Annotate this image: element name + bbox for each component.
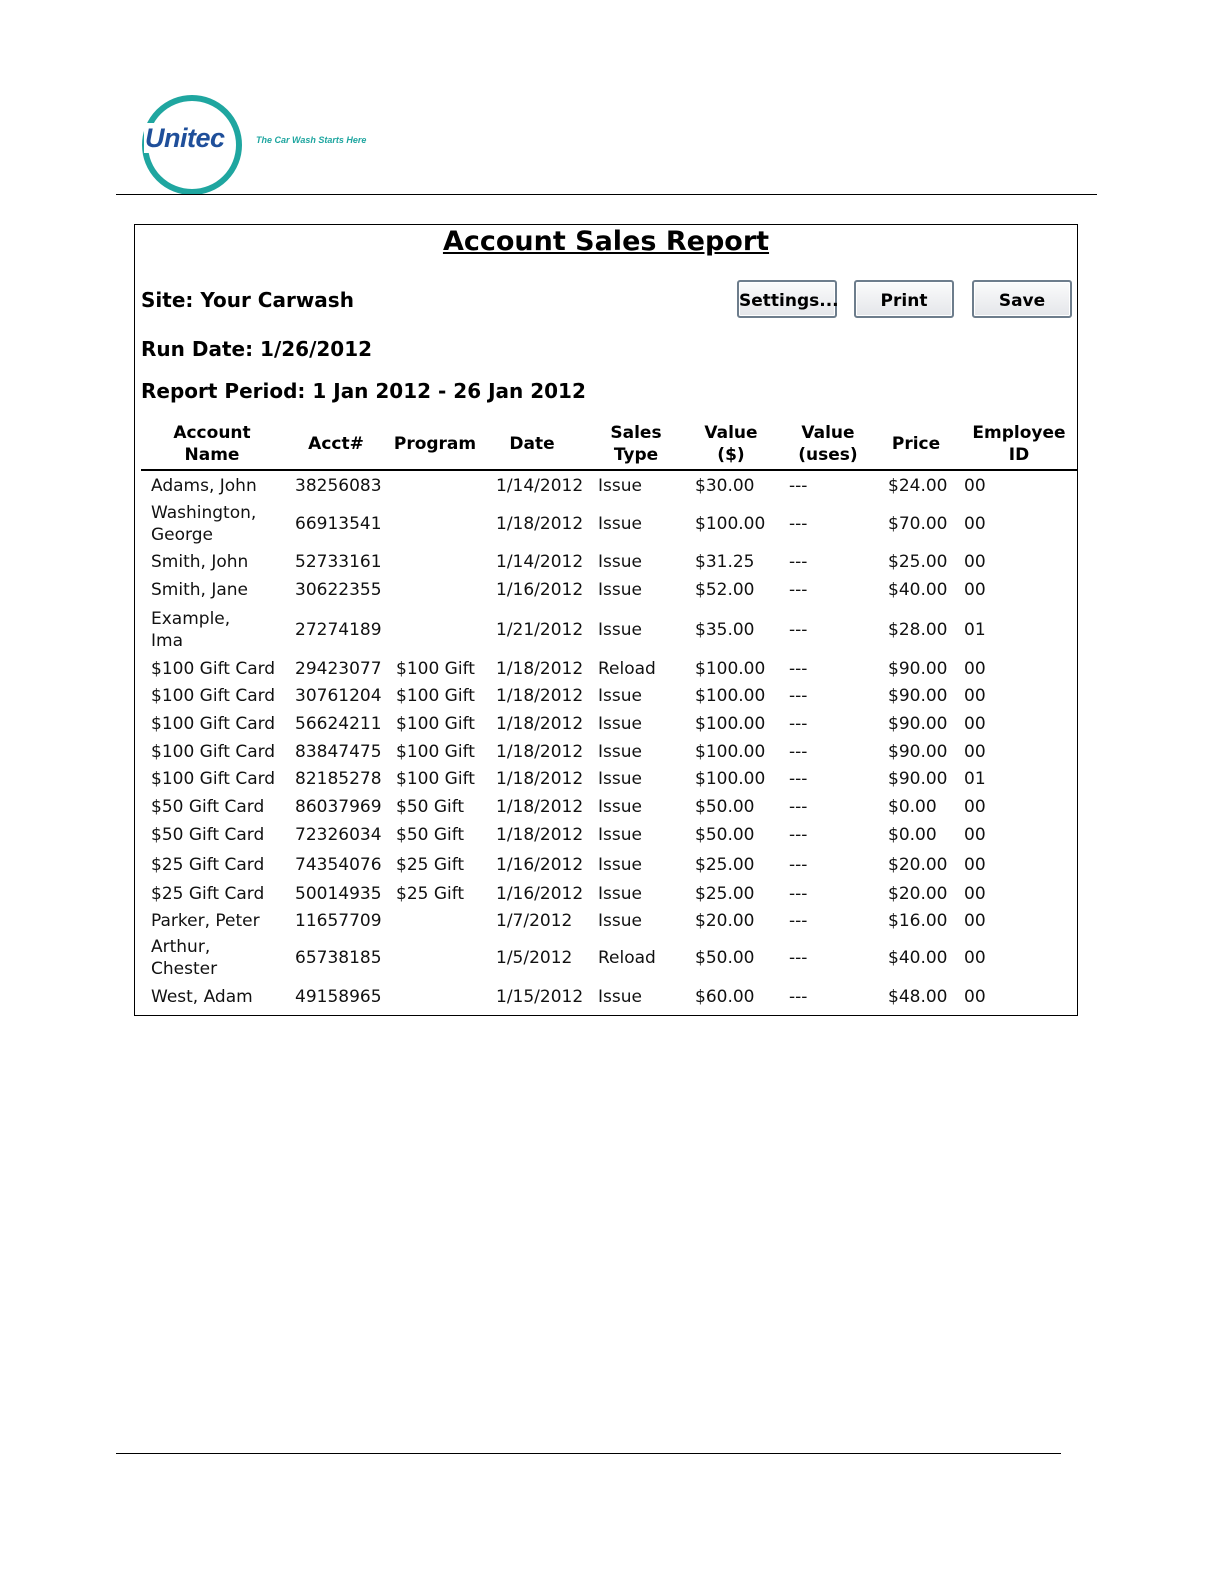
cell-employee-id: 00 xyxy=(964,742,986,762)
cell-sales-type: Issue xyxy=(598,580,642,600)
cell-date: 1/16/2012 xyxy=(496,580,584,600)
cell-price: $90.00 xyxy=(888,742,948,762)
cell-program xyxy=(396,933,492,983)
cell-date: 1/16/2012 xyxy=(496,855,584,875)
table-row[interactable] xyxy=(141,740,1077,764)
cell-price: $40.00 xyxy=(888,580,948,600)
cell-employee-id: 00 xyxy=(964,476,986,496)
cell-sales-type: Issue xyxy=(598,686,642,706)
cell-price: $24.00 xyxy=(888,476,948,496)
cell-program xyxy=(396,985,492,1009)
logo-wordmark: Unitec xyxy=(145,123,225,153)
cell-acct: 83847475 xyxy=(295,742,382,762)
cell-value-dollars: $30.00 xyxy=(695,476,755,496)
table-row[interactable] xyxy=(141,823,1077,847)
cell-acct: 82185278 xyxy=(295,769,382,789)
cell-employee-id: 00 xyxy=(964,825,986,845)
table-row[interactable] xyxy=(141,909,1077,933)
cell-value-uses: --- xyxy=(789,686,808,706)
table-row[interactable] xyxy=(141,712,1077,736)
cell-sales-type: Issue xyxy=(598,620,642,640)
column-header-price: Price xyxy=(891,434,941,454)
cell-name: $50 Gift Card xyxy=(151,797,265,817)
cell-date: 1/15/2012 xyxy=(496,987,584,1007)
cell-value-uses: --- xyxy=(789,714,808,734)
table-row[interactable] xyxy=(141,499,1077,549)
cell-employee-id: 00 xyxy=(964,659,986,679)
cell-name: Smith, John xyxy=(151,552,249,572)
cell-program xyxy=(396,909,492,933)
cell-employee-id: 00 xyxy=(964,987,986,1007)
cell-date: 1/14/2012 xyxy=(496,552,584,572)
cell-value-dollars: $52.00 xyxy=(695,580,755,600)
cell-value-dollars: $25.00 xyxy=(695,884,755,904)
cell-price: $90.00 xyxy=(888,686,948,706)
cell-sales-type: Reload xyxy=(598,659,656,679)
cell-acct: 86037969 xyxy=(295,797,382,817)
cell-name: $100 Gift Card xyxy=(151,742,276,762)
cell-program: $100 Gift xyxy=(396,742,475,762)
cell-program xyxy=(396,551,492,573)
cell-program: $25 Gift xyxy=(396,884,465,904)
cell-employee-id: 00 xyxy=(964,948,986,968)
table-row[interactable] xyxy=(141,657,1077,681)
cell-price: $90.00 xyxy=(888,714,948,734)
cell-value-dollars: $31.25 xyxy=(695,552,755,572)
cell-name: Arthur, Chester xyxy=(151,937,218,979)
cell-program xyxy=(396,579,492,601)
report-period-label: Report Period: 1 Jan 2012 - 26 Jan 2012 xyxy=(141,379,586,403)
cell-name: Example, Ima xyxy=(151,609,231,651)
table-row[interactable] xyxy=(141,985,1077,1009)
cell-employee-id: 00 xyxy=(964,552,986,572)
cell-sales-type: Reload xyxy=(598,948,656,968)
cell-employee-id: 00 xyxy=(964,686,986,706)
cell-price: $90.00 xyxy=(888,659,948,679)
cell-date: 1/18/2012 xyxy=(496,769,584,789)
table-row[interactable] xyxy=(141,473,1077,499)
cell-sales-type: Issue xyxy=(598,769,642,789)
cell-value-uses: --- xyxy=(789,659,808,679)
cell-date: 1/18/2012 xyxy=(496,825,584,845)
cell-sales-type: Issue xyxy=(598,476,642,496)
cell-value-uses: --- xyxy=(789,825,808,845)
cell-acct: 27274189 xyxy=(295,620,382,640)
run-date-label: Run Date: 1/26/2012 xyxy=(141,337,373,361)
cell-sales-type: Issue xyxy=(598,987,642,1007)
cell-program xyxy=(396,605,492,655)
table-row[interactable] xyxy=(141,767,1077,791)
cell-price: $25.00 xyxy=(888,552,948,572)
report-title: Account Sales Report xyxy=(442,226,770,257)
settings-button[interactable]: Settings... xyxy=(737,280,837,318)
column-header-program: Program xyxy=(393,434,477,454)
cell-value-uses: --- xyxy=(789,769,808,789)
cell-name: Adams, John xyxy=(151,476,257,496)
cell-acct: 72326034 xyxy=(295,825,382,845)
cell-name: $100 Gift Card xyxy=(151,769,276,789)
cell-program: $50 Gift xyxy=(396,797,465,817)
cell-date: 1/18/2012 xyxy=(496,742,584,762)
cell-program: $100 Gift xyxy=(396,686,475,706)
cell-name: Parker, Peter xyxy=(151,911,260,931)
print-button[interactable]: Print xyxy=(854,280,954,318)
column-header-date: Date xyxy=(509,434,555,454)
table-row[interactable] xyxy=(141,551,1077,573)
cell-date: 1/18/2012 xyxy=(496,514,584,534)
table-row[interactable] xyxy=(141,579,1077,601)
cell-acct: 30622355 xyxy=(295,580,382,600)
cell-employee-id: 00 xyxy=(964,514,986,534)
cell-value-uses: --- xyxy=(789,552,808,572)
cell-value-uses: --- xyxy=(789,514,808,534)
cell-sales-type: Issue xyxy=(598,514,642,534)
table-row[interactable] xyxy=(141,933,1077,983)
cell-employee-id: 00 xyxy=(964,580,986,600)
cell-name: $25 Gift Card xyxy=(151,855,265,875)
cell-date: 1/18/2012 xyxy=(496,797,584,817)
cell-employee-id: 00 xyxy=(964,884,986,904)
cell-name: $25 Gift Card xyxy=(151,884,265,904)
column-header-value-dollars: Value ($) xyxy=(704,423,758,465)
cell-value-uses: --- xyxy=(789,948,808,968)
cell-value-dollars: $20.00 xyxy=(695,911,755,931)
cell-program: $100 Gift xyxy=(396,714,475,734)
cell-value-uses: --- xyxy=(789,987,808,1007)
cell-employee-id: 00 xyxy=(964,911,986,931)
cell-employee-id: 01 xyxy=(964,769,986,789)
column-header-value-uses: Value (uses) xyxy=(798,423,858,465)
column-header-acct: Acct# xyxy=(308,434,364,454)
cell-acct: 66913541 xyxy=(295,514,382,534)
cell-date: 1/21/2012 xyxy=(496,620,584,640)
cell-sales-type: Issue xyxy=(598,911,642,931)
cell-value-uses: --- xyxy=(789,476,808,496)
cell-value-uses: --- xyxy=(789,884,808,904)
cell-name: $100 Gift Card xyxy=(151,686,276,706)
cell-value-dollars: $60.00 xyxy=(695,987,755,1007)
cell-date: 1/18/2012 xyxy=(496,714,584,734)
cell-employee-id: 00 xyxy=(964,714,986,734)
cell-acct: 50014935 xyxy=(295,884,382,904)
logo-tagline: The Car Wash Starts Here xyxy=(256,135,367,145)
cell-price: $0.00 xyxy=(888,797,937,817)
cell-value-dollars: $35.00 xyxy=(695,620,755,640)
cell-sales-type: Issue xyxy=(598,855,642,875)
cell-price: $48.00 xyxy=(888,987,948,1007)
cell-price: $40.00 xyxy=(888,948,948,968)
cell-acct: 56624211 xyxy=(295,714,382,734)
cell-sales-type: Issue xyxy=(598,742,642,762)
cell-value-dollars: $100.00 xyxy=(695,514,766,534)
footer-divider xyxy=(116,1453,1061,1454)
table-row[interactable] xyxy=(141,605,1077,655)
cell-acct: 11657709 xyxy=(295,911,382,931)
cell-name: Smith, Jane xyxy=(151,580,248,600)
cell-sales-type: Issue xyxy=(598,714,642,734)
cell-value-dollars: $100.00 xyxy=(695,659,766,679)
cell-acct: 52733161 xyxy=(295,552,382,572)
cell-sales-type: Issue xyxy=(598,825,642,845)
cell-sales-type: Issue xyxy=(598,884,642,904)
site-label: Site: Your Carwash xyxy=(141,288,354,312)
cell-date: 1/18/2012 xyxy=(496,686,584,706)
cell-program: $25 Gift xyxy=(396,855,465,875)
cell-price: $20.00 xyxy=(888,855,948,875)
cell-employee-id: 01 xyxy=(964,620,986,640)
cell-employee-id: 00 xyxy=(964,855,986,875)
cell-price: $0.00 xyxy=(888,825,937,845)
cell-value-dollars: $100.00 xyxy=(695,686,766,706)
save-button[interactable]: Save xyxy=(972,280,1072,318)
cell-value-dollars: $50.00 xyxy=(695,825,755,845)
cell-name: West, Adam xyxy=(151,987,253,1007)
cell-sales-type: Issue xyxy=(598,552,642,572)
column-header-name: Account Name xyxy=(173,423,251,465)
table-row[interactable] xyxy=(141,795,1077,819)
cell-acct: 74354076 xyxy=(295,855,382,875)
table-header xyxy=(141,421,1077,471)
cell-value-uses: --- xyxy=(789,797,808,817)
cell-value-uses: --- xyxy=(789,620,808,640)
cell-value-dollars: $100.00 xyxy=(695,714,766,734)
cell-value-dollars: $100.00 xyxy=(695,742,766,762)
cell-value-uses: --- xyxy=(789,911,808,931)
cell-program xyxy=(396,473,492,499)
cell-value-dollars: $25.00 xyxy=(695,855,755,875)
cell-value-uses: --- xyxy=(789,580,808,600)
cell-sales-type: Issue xyxy=(598,797,642,817)
cell-name: $50 Gift Card xyxy=(151,825,265,845)
cell-acct: 49158965 xyxy=(295,987,382,1007)
cell-value-uses: --- xyxy=(789,855,808,875)
account-sales-report xyxy=(134,224,1078,1016)
header-divider xyxy=(116,194,1097,195)
cell-date: 1/5/2012 xyxy=(496,948,573,968)
cell-date: 1/18/2012 xyxy=(496,659,584,679)
cell-date: 1/14/2012 xyxy=(496,476,584,496)
cell-price: $70.00 xyxy=(888,514,948,534)
cell-program: $100 Gift xyxy=(396,769,475,789)
cell-program xyxy=(396,499,492,549)
table-row[interactable] xyxy=(141,853,1077,877)
cell-program: $100 Gift xyxy=(396,659,475,679)
cell-value-dollars: $50.00 xyxy=(695,797,755,817)
cell-acct: 65738185 xyxy=(295,948,382,968)
cell-acct: 30761204 xyxy=(295,686,382,706)
cell-name: Washington, George xyxy=(151,503,257,545)
cell-price: $28.00 xyxy=(888,620,948,640)
column-header-sales-type: Sales Type xyxy=(610,423,662,465)
cell-name: $100 Gift Card xyxy=(151,659,276,679)
cell-name: $100 Gift Card xyxy=(151,714,276,734)
table-row[interactable] xyxy=(141,882,1077,906)
cell-acct: 38256083 xyxy=(295,476,382,496)
column-header-employee-id: Employee ID xyxy=(972,423,1066,465)
cell-value-uses: --- xyxy=(789,742,808,762)
cell-price: $90.00 xyxy=(888,769,948,789)
cell-value-dollars: $50.00 xyxy=(695,948,755,968)
cell-value-dollars: $100.00 xyxy=(695,769,766,789)
cell-date: 1/7/2012 xyxy=(496,911,573,931)
cell-price: $16.00 xyxy=(888,911,948,931)
cell-price: $20.00 xyxy=(888,884,948,904)
unitec-logo xyxy=(142,95,372,190)
cell-program: $50 Gift xyxy=(396,825,465,845)
table-row[interactable] xyxy=(141,684,1077,708)
cell-acct: 29423077 xyxy=(295,659,382,679)
cell-date: 1/16/2012 xyxy=(496,884,584,904)
cell-employee-id: 00 xyxy=(964,797,986,817)
